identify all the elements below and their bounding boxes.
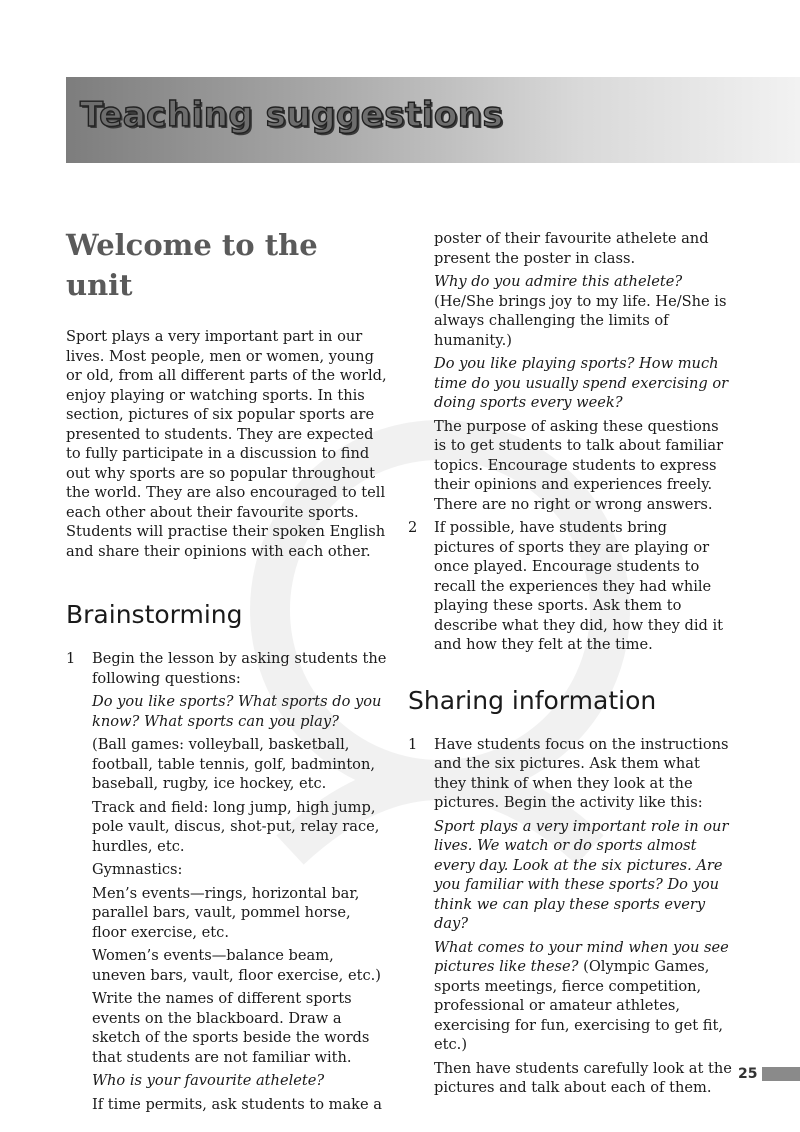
question-text: Why do you admire this athelete? — [434, 273, 683, 290]
brainstorming-heading: Brainstorming — [66, 600, 243, 629]
if-time-continued: poster of their favourite athelete and present the poster in class. — [434, 230, 709, 267]
welcome-heading: Welcome to the unit — [66, 228, 318, 302]
question-sports — [92, 692, 388, 731]
question-text: Do you like sports? What sports do you know? What sports can you play? — [92, 693, 382, 730]
banner-title: Teaching suggestions — [80, 95, 504, 135]
ball-games-text: (Ball games: volleyball, basketball, football, table tennis, golf, badminton, baseball, rugby, ice hockey, etc. — [92, 736, 376, 792]
track-field-text: Track and field: long jump, high jump, pole vault, discus, shot-put, relay race, hurdles, etc. — [92, 798, 380, 855]
question-text: Sport plays a very important role in our lives. We watch or do sports almost every day. Look at the six pictures. Are you familiar with these sports? Do you think we can play these sports every day? — [434, 817, 729, 932]
brainstorming-item-1-continued — [408, 229, 732, 514]
left-column — [66, 225, 388, 1118]
sharing-heading: Sharing information — [408, 685, 657, 715]
mens-events-text: Men’s events—rings, horizontal bar, parallel bars, vault, pommel horse, floor exercise, etc. — [92, 884, 360, 941]
brainstorming-item-1 — [66, 649, 388, 1114]
question-text: Do you like playing sports? How much time do you usually spend exercising or doing sports every week? — [434, 355, 729, 411]
item-number: 2 — [408, 519, 418, 536]
if-time-text: If time permits, ask students to make a — [92, 1095, 382, 1113]
purpose-text: The purpose of asking these questions is to get students to talk about familiar topics. Encourage students to express their opinions and experiences freely. There are no right or wrong answers. — [434, 417, 724, 513]
page-number: 25 — [738, 1066, 758, 1082]
then-text: Then have students carefully look at the pictures and talk about each of them. — [434, 1059, 732, 1096]
question-role — [434, 817, 732, 934]
womens-events-text: Women’s events—balance beam, uneven bars, vault, floor exercise, etc.) — [92, 947, 381, 984]
answer-text: (Olympic Games, sports meetings, fierce competition, professional or amateur athletes, exercising for fun, exercising to get fit, etc.) — [434, 958, 724, 1053]
header-banner — [66, 77, 800, 163]
item-intro: Have students focus on the instructions and the six pictures. Ask them what they think of when they look at the pictures. Begin the activity like this: — [434, 735, 729, 811]
sharing-item-1 — [408, 735, 732, 1098]
question-favourite — [92, 1071, 388, 1091]
welcome-body: Sport plays a very important part in our lives. Most people, men or women, young or old, from all different parts of the world, enjoy playing or watching sports. In this section, pictures of six popular sports are presented to students. They are expected to fully participate in a discussion to find out why sports are so popular throughout the world. They are also encouraged to tell each other about their favourite sports. Students will practise their spoken English and share their opinions with each other. — [66, 328, 387, 560]
page-number-bar — [762, 1067, 800, 1081]
write-names-text: Write the names of different sports events on the blackboard. Draw a sketch of the sports beside the words that students are not familiar with. — [92, 990, 370, 1066]
item-number: 1 — [66, 650, 76, 667]
gymnastics-text: Gymnastics: — [92, 861, 183, 878]
item-text: If possible, have students bring pictures of sports they are playing or once played. Encourage students to recall the experiences they had while playing these sports. Ask them to describe what they did, how they did it and how they felt at the time. — [434, 519, 724, 653]
brainstorming-item-2 — [408, 518, 732, 655]
answer-text: (He/She brings joy to my life. He/She is always challenging the limits of humanity.) — [434, 292, 727, 349]
question-playing — [434, 354, 732, 413]
item-intro: Begin the lesson by asking students the following questions: — [92, 650, 387, 687]
question-text: What comes to your mind when you see pictures like these? — [434, 938, 729, 975]
item-number: 1 — [408, 735, 418, 753]
question-admire — [434, 272, 732, 350]
question-text: Who is your favourite athelete? — [92, 1072, 325, 1089]
question-mind — [434, 938, 732, 1055]
right-column — [408, 229, 732, 1102]
